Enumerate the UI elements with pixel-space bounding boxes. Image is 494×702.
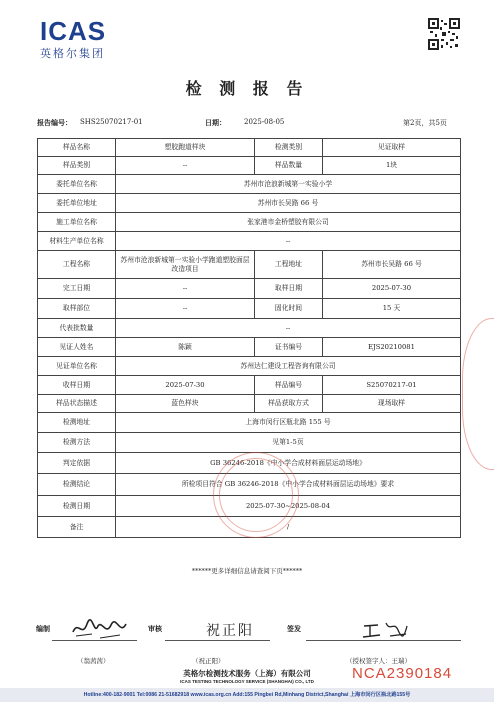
field-label: 收样日期 <box>38 376 116 395</box>
field-value: EJS20210081 <box>323 338 461 357</box>
document-title: 检 测 报 告 <box>185 79 309 98</box>
table-row <box>38 175 461 194</box>
field-label: 工程名称 <box>38 251 116 279</box>
field-value: S25070217-01 <box>323 376 461 395</box>
field-label: 检测日期 <box>38 496 116 517</box>
field-label: 委托单位地址 <box>38 194 116 213</box>
review-signature: 祝正阳 <box>206 623 254 639</box>
table-row <box>38 139 461 157</box>
table-row <box>38 413 461 433</box>
field-value: -- <box>116 232 461 251</box>
field-value: / <box>116 517 461 538</box>
more-info-note: ******更多详细信息请查阅下页****** <box>191 567 303 575</box>
date-label: 日期： <box>205 118 226 127</box>
field-label: 材料生产单位名称 <box>38 232 116 251</box>
field-label: 备注 <box>38 517 116 538</box>
field-label: 施工单位名称 <box>38 213 116 232</box>
field-label: 样品数量 <box>255 157 323 175</box>
field-value: 1块 <box>323 157 461 175</box>
field-label: 委托单位名称 <box>38 175 116 194</box>
field-label: 检测方法 <box>38 433 116 453</box>
field-label: 取样部位 <box>38 299 116 319</box>
field-value: 2025-07-30 <box>323 279 461 299</box>
field-label: 见证单位名称 <box>38 357 116 376</box>
issue-label: 签发 <box>287 624 301 633</box>
table-row <box>38 433 461 453</box>
table-row <box>38 251 461 279</box>
table-row <box>38 338 461 357</box>
company-name: 英格尔检测技术服务（上海）有限公司 <box>183 669 311 678</box>
table-row <box>38 157 461 175</box>
compile-signature <box>70 616 130 642</box>
field-label: 检测地址 <box>38 413 116 433</box>
field-label: 样品编号 <box>255 376 323 395</box>
review-sign-line <box>165 640 270 641</box>
field-label: 代表批数量 <box>38 319 116 338</box>
field-value: GB 36246-2018《中小学合成材料面层运动场地》 <box>116 453 461 474</box>
report-no: SHS25070217-01 <box>80 118 143 126</box>
field-label: 检测类别 <box>255 139 323 157</box>
table-row <box>38 232 461 251</box>
field-label: 检测结论 <box>38 474 116 496</box>
field-label: 工程地址 <box>255 251 323 279</box>
field-value: 苏州市沧浪新城第一实验小学跑道塑胶面层改造项目 <box>116 251 255 279</box>
field-label: 见证人姓名 <box>38 338 116 357</box>
issue-name: （授权签字人：王瑞） <box>346 657 411 665</box>
field-value: 所检项目符合 GB 36246-2018《中小学合成材料面层运动场地》要求 <box>116 474 461 496</box>
logo-subtext: 英格尔集团 <box>40 47 105 60</box>
field-value: 15 天 <box>323 299 461 319</box>
field-value: 见证取样 <box>323 139 461 157</box>
field-value: 上海市闵行区瓶北路 155 号 <box>116 413 461 433</box>
review-label: 审核 <box>148 624 162 633</box>
table-row <box>38 194 461 213</box>
table-row <box>38 395 461 413</box>
field-value: 蓝色样块 <box>116 395 255 413</box>
field-value: -- <box>116 279 255 299</box>
field-value: 苏州达仁建设工程咨询有限公司 <box>116 357 461 376</box>
field-value: 2025-07-30~2025-08-04 <box>116 496 461 517</box>
field-value: 2025-07-30 <box>116 376 255 395</box>
logo-text: ICAS <box>40 16 107 46</box>
field-label: 样品名称 <box>38 139 116 157</box>
table-row <box>38 279 461 299</box>
field-value: -- <box>116 299 255 319</box>
edge-seal-stamp <box>462 318 494 470</box>
table-row <box>38 319 461 338</box>
field-label: 取样日期 <box>255 279 323 299</box>
field-value: -- <box>116 157 255 175</box>
report-no-label: 报告编号： <box>37 118 72 127</box>
page-indicator: 第2页，共5页 <box>403 119 447 127</box>
field-value: 苏州市长吴路 66 号 <box>116 194 461 213</box>
field-label: 固化时间 <box>255 299 323 319</box>
company-name-en: ICAS TESTING TECHNOLOGY SERVICE (SHANGHAI) CO., LTD <box>180 679 314 684</box>
company-logo <box>40 18 106 61</box>
table-row <box>38 299 461 319</box>
field-value: 见第1-5页 <box>116 433 461 453</box>
field-label: 完工日期 <box>38 279 116 299</box>
table-row <box>38 376 461 395</box>
field-value: 塑胶跑道样块 <box>116 139 255 157</box>
certificate-number: NCA2390184 <box>352 665 453 682</box>
field-label: 样品类别 <box>38 157 116 175</box>
table-row <box>38 357 461 376</box>
field-label: 样品状态描述 <box>38 395 116 413</box>
compile-name: （翁茜茜） <box>77 657 110 665</box>
issue-sign-line <box>306 640 461 641</box>
compile-label: 编制 <box>36 624 50 633</box>
compile-sign-line <box>52 640 137 641</box>
field-label: 样品获取方式 <box>255 395 323 413</box>
report-date: 2025-08-05 <box>244 118 285 126</box>
inspection-stamp <box>219 458 293 532</box>
qr-code-icon <box>428 18 460 50</box>
field-value: 陈颖 <box>116 338 255 357</box>
field-value: 苏州市沧浪新城第一实验小学 <box>116 175 461 194</box>
field-label: 证书编号 <box>255 338 323 357</box>
footer-contact: Hotline:400-182-9001 Tel:0086 21-51682918 www.icas.org.cn Add:155 Pingbei Rd,Minhang District,Shanghai 上海市闵行区瓶北路155号 <box>83 692 411 698</box>
field-label: 判定依据 <box>38 453 116 474</box>
review-name: （祝正阳） <box>192 657 225 665</box>
field-value: 张家港市金桥塑胶有限公司 <box>116 213 461 232</box>
issue-signature <box>360 618 410 642</box>
field-value: -- <box>116 319 461 338</box>
table-row <box>38 213 461 232</box>
field-value: 现场取样 <box>323 395 461 413</box>
field-value: 苏州市长吴路 66 号 <box>323 251 461 279</box>
